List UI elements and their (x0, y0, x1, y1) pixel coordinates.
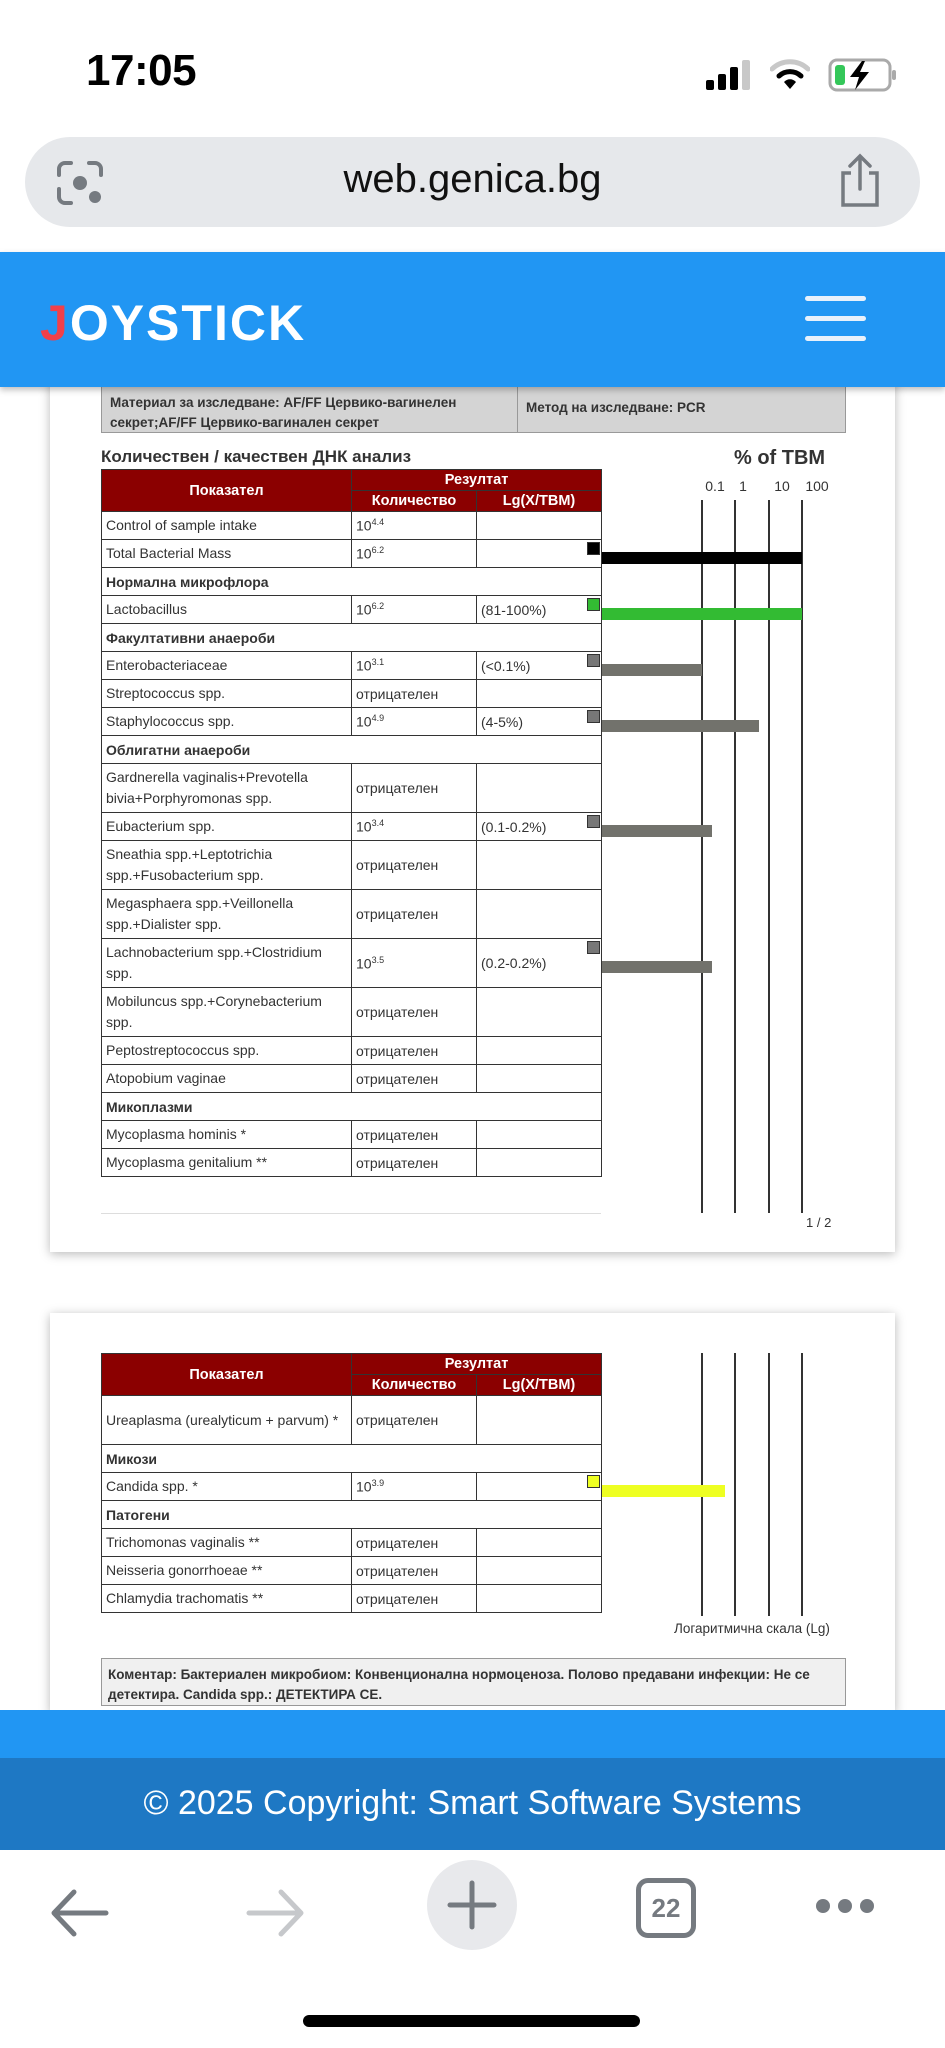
lg-cell: (0.1-0.2%) (477, 813, 602, 841)
table-row (102, 1149, 602, 1177)
more-menu-icon[interactable] (815, 1898, 875, 1919)
legend-marker (587, 1475, 600, 1488)
scale-label: Логаритмична скала (Lg) (674, 1621, 830, 1636)
chart-bar (602, 552, 802, 564)
indicator-name: Control of sample intake (102, 512, 352, 540)
indicator-name: Mycoplasma genitalium ** (102, 1149, 352, 1177)
indicator-name: Candida spp. * (102, 1473, 352, 1501)
lg-cell (477, 540, 602, 568)
indicator-name: Megasphaera spp.+Veillonella spp.+Dialister spp. (102, 890, 352, 939)
quantity-cell (352, 512, 477, 540)
lg-cell (477, 1529, 602, 1557)
legend-marker (587, 710, 600, 723)
quantity-base: 10 (356, 713, 372, 730)
quantity-exponent: 3.9 (371, 1478, 385, 1489)
quantity-base: 10 (356, 601, 372, 618)
indicator-name: Trichomonas vaginalis ** (102, 1529, 352, 1557)
legend-marker (587, 815, 600, 828)
indicator-name: Eubacterium spp. (102, 813, 352, 841)
table-row (102, 1585, 602, 1613)
table-row (102, 939, 602, 988)
results-table (101, 469, 602, 1177)
lg-cell (477, 1396, 602, 1445)
quantity-exponent: 3.1 (371, 657, 385, 668)
comment-box: Коментар: Бактериален микробиом: Конвенционална нормоценоза. Полово предавани инфекции: Не се детектира. Candida spp.: ДЕТЕКТИРА СЕ. (101, 1658, 846, 1706)
footer-band (0, 1710, 945, 1758)
quantity-cell: отрицателен (352, 1149, 477, 1177)
quantity-cell (352, 813, 477, 841)
report-page-2 (50, 1313, 895, 1713)
table-row (102, 1037, 602, 1065)
table-row (102, 540, 602, 568)
quantity-base: 10 (356, 955, 372, 972)
quantity-exponent: 3.4 (371, 818, 385, 829)
tick-label: 0.1 (705, 478, 725, 494)
forward-arrow-icon[interactable] (245, 1888, 305, 1943)
indicator-name: Staphylococcus spp. (102, 708, 352, 736)
quantity-cell (352, 939, 477, 988)
lg-cell (477, 1473, 602, 1501)
header-indicator: Показател (102, 470, 352, 512)
quantity-base: 10 (356, 517, 372, 534)
back-arrow-icon[interactable] (50, 1888, 110, 1943)
method-info: Метод на изследване: PCR (517, 385, 846, 433)
legend-marker (587, 941, 600, 954)
table-row (102, 1473, 602, 1501)
quantity-base: 10 (356, 545, 372, 562)
legend-marker (587, 654, 600, 667)
site-footer (0, 1758, 945, 1850)
lg-cell (477, 512, 602, 540)
chart-gridline (734, 1353, 736, 1616)
header-row (102, 1354, 602, 1375)
plus-icon (427, 1860, 517, 1950)
quantity-cell: отрицателен (352, 1065, 477, 1093)
status-time: 17:05 (86, 46, 197, 95)
quantity-cell (352, 540, 477, 568)
indicator-name: Sneathia spp.+Leptotrichia spp.+Fusobacterium spp. (102, 841, 352, 890)
quantity-base: 10 (356, 818, 372, 835)
tick-label: 10 (774, 478, 790, 494)
lg-cell: (4-5%) (477, 708, 602, 736)
chart-bar (602, 720, 759, 732)
quantity-cell: отрицателен (352, 988, 477, 1037)
table-row (102, 841, 602, 890)
header-indicator: Показател (102, 1354, 352, 1396)
url-text[interactable]: web.genica.bg (343, 157, 602, 201)
home-indicator (303, 2015, 640, 2027)
quantity-cell (352, 596, 477, 624)
signal-icon (706, 60, 752, 90)
quantity-cell (352, 708, 477, 736)
quantity-cell: отрицателен (352, 1037, 477, 1065)
header-result: Резултат (352, 470, 602, 491)
indicator-name: Enterobacteriaceae (102, 652, 352, 680)
new-tab-button[interactable] (427, 1860, 517, 1950)
quantity-cell: отрицателен (352, 890, 477, 939)
quantity-cell: отрицателен (352, 680, 477, 708)
page-divider (101, 1213, 601, 1214)
group-label: Патогени (102, 1501, 602, 1529)
group-label: Факултативни анаероби (102, 624, 602, 652)
chart-bar (602, 825, 712, 837)
lg-cell (477, 1121, 602, 1149)
site-header (0, 252, 945, 387)
lg-cell (477, 841, 602, 890)
lg-cell (477, 988, 602, 1037)
table-row (102, 708, 602, 736)
quantity-cell: отрицателен (352, 1585, 477, 1613)
table-row (102, 1065, 602, 1093)
copyright-text: © 2025 Copyright: Smart Software Systems (143, 1784, 802, 1822)
quantity-cell (352, 1473, 477, 1501)
quantity-exponent: 4.9 (371, 713, 385, 724)
group-label: Микоплазми (102, 1093, 602, 1121)
quantity-base: 10 (356, 657, 372, 674)
section-title: Количествен / качествен ДНК анализ (101, 447, 412, 466)
group-label: Нормална микрофлора (102, 568, 602, 596)
indicator-name: Peptostreptococcus spp. (102, 1037, 352, 1065)
header-row (102, 470, 602, 491)
legend-marker (587, 542, 600, 555)
header-result: Резултат (352, 1354, 602, 1375)
group-row (102, 1093, 602, 1121)
group-label: Микози (102, 1445, 602, 1473)
header-quantity: Количество (352, 1375, 477, 1396)
browser-toolbar (0, 1850, 945, 2048)
report-page-1 (50, 330, 895, 1252)
group-row (102, 624, 602, 652)
tab-count: 22 (651, 1893, 681, 1923)
quantity-cell: отрицателен (352, 1529, 477, 1557)
group-label: Облигатни анаероби (102, 736, 602, 764)
lg-cell: (<0.1%) (477, 652, 602, 680)
quantity-cell: отрицателен (352, 1121, 477, 1149)
header-lg: Lg(X/TBM) (477, 1375, 602, 1396)
tick-label: 100 (805, 478, 829, 494)
table-row (102, 1529, 602, 1557)
quantity-exponent: 6.2 (371, 601, 385, 612)
lg-cell (477, 1037, 602, 1065)
indicator-name: Ureaplasma (urealyticum + parvum) * (102, 1396, 352, 1445)
quantity-exponent: 4.4 (371, 517, 385, 528)
indicator-name: Lachnobacterium spp.+Clostridium spp. (102, 939, 352, 988)
legend-marker (587, 598, 600, 611)
chart-gridline (801, 1353, 803, 1616)
lg-cell (477, 764, 602, 813)
header-lg: Lg(X/TBM) (477, 491, 602, 512)
lg-cell (477, 680, 602, 708)
indicator-name: Gardnerella vaginalis+Prevotella bivia+Porphyromonas spp. (102, 764, 352, 813)
results-table (101, 1353, 602, 1613)
header-quantity: Количество (352, 491, 477, 512)
table-row (102, 1396, 602, 1445)
table-row (102, 512, 602, 540)
material-info: Материал за изследване: AF/FF Цервико-вагинелен секрет;AF/FF Цервико-вагинален секрет (101, 385, 518, 433)
table-row (102, 680, 602, 708)
lg-cell (477, 1065, 602, 1093)
indicator-name: Mobiluncus spp.+Corynebacterium spp. (102, 988, 352, 1037)
chart-bar (602, 608, 802, 620)
page-number: 1 / 2 (806, 1215, 832, 1230)
indicator-name: Atopobium vaginae (102, 1065, 352, 1093)
address-bar[interactable] (25, 137, 920, 227)
group-row (102, 568, 602, 596)
quantity-cell: отрицателен (352, 1396, 477, 1445)
tabs-button[interactable] (636, 1878, 696, 1938)
tick-label: 1 (739, 478, 747, 494)
chart-bar (602, 961, 712, 973)
lg-cell (477, 1557, 602, 1585)
chart-gridline (768, 1353, 770, 1616)
group-row (102, 736, 602, 764)
lg-cell (477, 1585, 602, 1613)
lg-cell (477, 890, 602, 939)
quantity-cell: отрицателен (352, 841, 477, 890)
table-row (102, 596, 602, 624)
indicator-name: Mycoplasma hominis * (102, 1121, 352, 1149)
chart-title: % of TBM (734, 447, 826, 469)
quantity-cell: отрицателен (352, 764, 477, 813)
wifi-icon (770, 58, 810, 95)
chart-bar (602, 664, 702, 676)
quantity-exponent: 6.2 (371, 545, 385, 556)
lg-cell (477, 1149, 602, 1177)
share-icon[interactable] (837, 153, 883, 214)
quantity-exponent: 3.5 (371, 954, 385, 965)
quantity-cell (352, 652, 477, 680)
table-row (102, 813, 602, 841)
indicator-name: Chlamydia trachomatis ** (102, 1585, 352, 1613)
indicator-name: Neisseria gonorrhoeae ** (102, 1557, 352, 1585)
indicator-name: Total Bacterial Mass (102, 540, 352, 568)
quantity-base: 10 (356, 1478, 372, 1495)
table-row (102, 988, 602, 1037)
lg-cell: (0.2-0.2%) (477, 939, 602, 988)
site-logo[interactable]: JOYSTICK (40, 295, 307, 351)
group-row (102, 1501, 602, 1529)
table-row (102, 890, 602, 939)
table-row (102, 764, 602, 813)
indicator-name: Streptococcus spp. (102, 680, 352, 708)
lg-cell: (81-100%) (477, 596, 602, 624)
table-row (102, 1121, 602, 1149)
table-row (102, 1557, 602, 1585)
chart-bar (602, 1485, 725, 1497)
table-row (102, 652, 602, 680)
group-row (102, 1445, 602, 1473)
battery-icon (828, 58, 898, 97)
indicator-name: Lactobacillus (102, 596, 352, 624)
quantity-cell: отрицателен (352, 1557, 477, 1585)
